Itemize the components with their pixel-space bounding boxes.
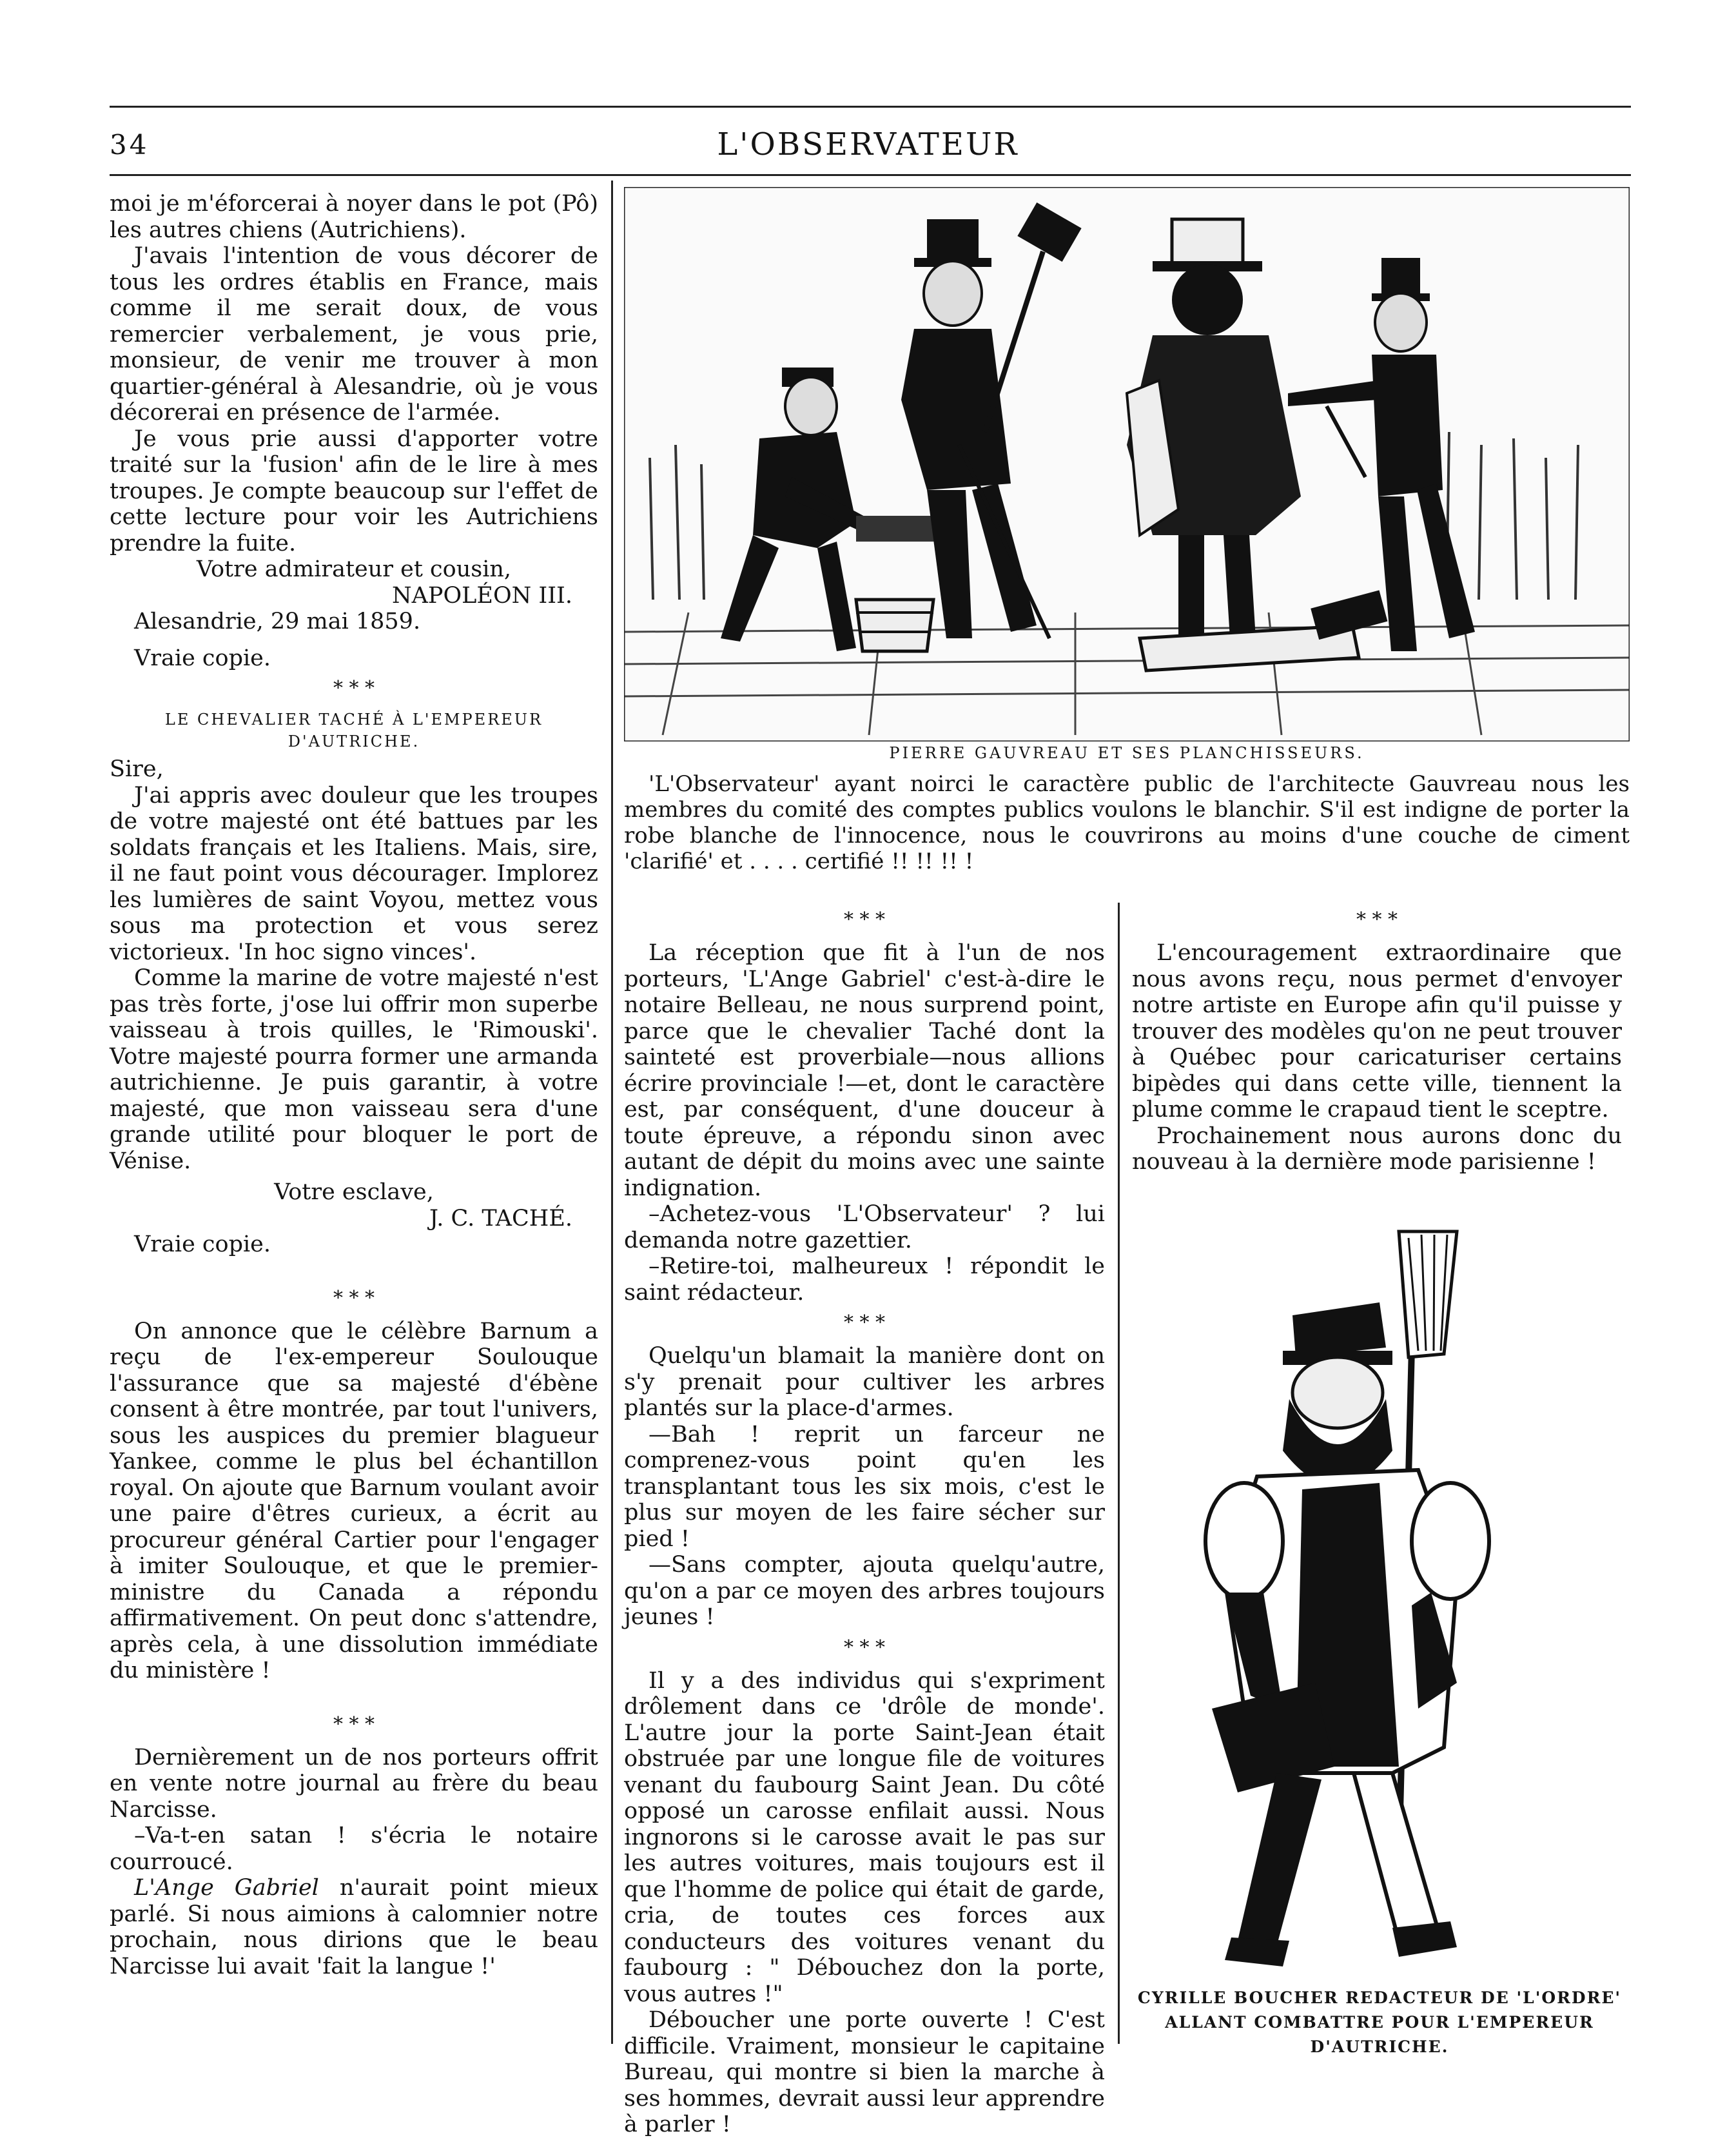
paragraph: –Retire-toi, malheureux ! répondit le saint rédacteur. xyxy=(624,1253,1105,1306)
masthead-title: L'OBSERVATEUR xyxy=(717,126,1019,162)
paragraph: Prochainement nous aurons donc du nouveau à la dernière mode parisienne ! xyxy=(1132,1123,1622,1175)
paragraph: J'avais l'intention de vous décorer de tous les ordres établis en France, mais comme il me serait doux, de vous remercier verbalement, je vous prie, monsieur, de venir me trouver à mon quartier-général à Alesandrie, où je vous décorerai en présence de l'armée. xyxy=(110,243,598,426)
engraving-four-men-whitewashing-icon xyxy=(624,187,1630,741)
illustration-boucher xyxy=(1186,1219,1573,1979)
paragraph: On annonce que le célèbre Barnum a reçu de l'ex-empereur Soulouque l'assurance que sa majesté d'ébène consent à être montrée, par tout l'univers, sous les auspices du premier blagueur Yankee, comme le plus bel échantillon royal. On ajoute que Barnum voulant avoir une paire d'êtres curieux, a écrit au procureur général Cartier pour l'engager à imiter Soulouque, et que le premier-ministre du Canada a répondu affirmativement. On peut donc s'attendre, après cela, à une dissolution immédiate du ministère ! xyxy=(110,1318,598,1683)
paragraph: Dernièrement un de nos porteurs offrit en vente notre journal au frère du beau Narcisse. xyxy=(110,1744,598,1823)
letter-closing: Votre admirateur et cousin, xyxy=(196,556,512,582)
section-stars: * * * xyxy=(843,908,886,931)
true-copy-note: Vraie copie. xyxy=(134,1231,271,1257)
section-stars: * * * xyxy=(333,1286,375,1309)
top-rule xyxy=(110,106,1631,108)
letter-signature: NAPOLÉON III. xyxy=(392,582,572,609)
illustration-caption: PIERRE GAUVREAU ET SES PLANCHISSEURS. xyxy=(889,744,1365,762)
paragraph: —Sans compter, ajouta quelqu'autre, qu'on a par ce moyen des arbres toujours jeunes ! xyxy=(624,1552,1105,1630)
column-left xyxy=(110,191,598,1979)
true-copy-note: Vraie copie. xyxy=(134,645,271,671)
letter-signature: J. C. TACHÉ. xyxy=(429,1205,572,1231)
page-number: 34 xyxy=(110,129,150,161)
column-rule-left xyxy=(611,181,613,2044)
section-stars: * * * xyxy=(333,1712,375,1736)
paragraph: Je vous prie aussi d'apporter votre traité sur la 'fusion' afin de le lire à mes troupes. Je compte beaucoup sur l'effet de cette lecture pour voir les Autrichiens prendre la fuite. xyxy=(110,426,598,556)
section-stars: * * * xyxy=(843,1636,886,1659)
illustration-commentary xyxy=(624,771,1630,874)
engraving-bearded-man-with-broom-icon xyxy=(1186,1219,1573,1979)
header-rule xyxy=(110,174,1631,176)
paragraph: moi je m'éforcerai à noyer dans le pot (Pô) les autres chiens (Autrichiens). xyxy=(110,191,598,243)
paragraph-tail: n'aurait point mieux parlé. Si nous aimions à calomnier notre prochain, nous dirions que le beau Narcisse lui avait 'fait la langue !' xyxy=(110,1875,598,1979)
paragraph: Il y a des individus qui s'expriment drôlement dans ce 'drôle de monde'. L'autre jour la porte Saint-Jean était obstruée par une longue file de voitures venant du faubourg Saint Jean. Du côté opposé un carosse enfilait aussi. Nous ingnorons si le carosse avait le pas sur les autres voitures, mais toujours est il que l'homme de police qui était de garde, cria, de toutes ces forces aux conducteurs des voitures venant du faubourg : " Débouchez don la porte, vous autres !" xyxy=(624,1667,1105,2007)
paragraph: J'ai appris avec douleur que les troupes de votre majesté ont été battues par les soldats français et les Italiens. Mais, sire, il ne faut point vous décourager. Implorez les lumières de saint Voyou, mettez vous sous ma protection et vous serez victorieux. 'In hoc signo vinces'. xyxy=(110,782,598,965)
section-stars: * * * xyxy=(333,677,375,700)
paragraph: –Achetez-vous 'L'Observateur' ? lui demanda notre gazettier. xyxy=(624,1201,1105,1253)
illustration-caption: CYRILLE BOUCHER REDACTEUR DE 'L'ORDRE' ALLANT COMBATTRE POUR L'EMPEREUR D'AUTRICHE. xyxy=(1137,1988,1622,2056)
paragraph: La réception que fit à l'un de nos porteurs, 'L'Ange Gabriel' c'est-à-dire le notaire Belleau, ne nous surprend point, parce que le chevalier Taché dont la sainteté est proverbiale—nous allions écrire provinciale !—et, dont le caractère est, par conséquent, d'une douceur à toute épreuve, a répondu sinon avec autant de dépit du moins avec une sainte indignation. xyxy=(624,940,1105,1201)
paragraph: L'encouragement extraordinaire que nous avons reçu, nous permet d'envoyer notre artiste en Europe afin qu'il puisse y trouver des modèles qu'on ne peut trouver à Québec pour caricaturiser certains bipèdes qui dans cette ville, tiennent la plume comme le crapaud tient le sceptre. xyxy=(1132,940,1622,1123)
paragraph: Déboucher une porte ouverte ! C'est difficile. Vraiment, monsieur le capitaine Bureau, qui montre si bien la marche à ses hommes, devrait aussi leur apprendre à parler ! xyxy=(624,2007,1105,2137)
column-middle xyxy=(624,903,1105,2138)
paragraph: Quelqu'un blamait la manière dont on s'y prenait pour cultiver les arbres plantés sur la place-d'armes. xyxy=(624,1343,1105,1421)
section-stars: * * * xyxy=(1356,908,1398,931)
illustration-gauvreau xyxy=(624,187,1630,741)
column-rule-right xyxy=(1118,903,1120,2044)
paragraph: –Va-t-en satan ! s'écria le notaire courroucé. xyxy=(110,1823,598,1875)
emphasis: L'Ange Gabriel xyxy=(134,1875,319,1901)
salutation: Sire, xyxy=(110,756,164,782)
paragraph: 'L'Observateur' ayant noirci le caractère public de l'architecte Gauvreau nous les membres du comité des comptes publics voulons le blanchir. S'il est indigne de porter la robe blanche de l'innocence, nous le couvrirons au moins d'une couche de ciment 'clarifié' et . . . . certifié !! !! !! ! xyxy=(624,771,1630,874)
paragraph: Comme la marine de votre majesté n'est pas très forte, j'ose lui offrir mon superbe vaisseau à trois quilles, le 'Rimouski'. Votre majesté pourra former une armanda autrichienne. Je puis garantir, à votre majesté, que mon vaisseau sera d'une grande utilité pour bloquer le port de Vénise. xyxy=(110,965,598,1174)
paragraph xyxy=(110,1875,598,1979)
letter-closing: Votre esclave, xyxy=(274,1179,434,1205)
section-stars: * * * xyxy=(843,1311,886,1334)
letter-dateline: Alesandrie, 29 mai 1859. xyxy=(134,609,421,634)
section-heading: LE CHEVALIER TACHÉ À L'EMPEREUR D'AUTRICHE. xyxy=(164,711,543,750)
paragraph: —Bah ! reprit un farceur ne comprenez-vous point qu'en les transplantant tous les six mois, c'est le plus sur moyen de les faire sécher sur pied ! xyxy=(624,1421,1105,1552)
column-right xyxy=(1132,903,1622,1175)
